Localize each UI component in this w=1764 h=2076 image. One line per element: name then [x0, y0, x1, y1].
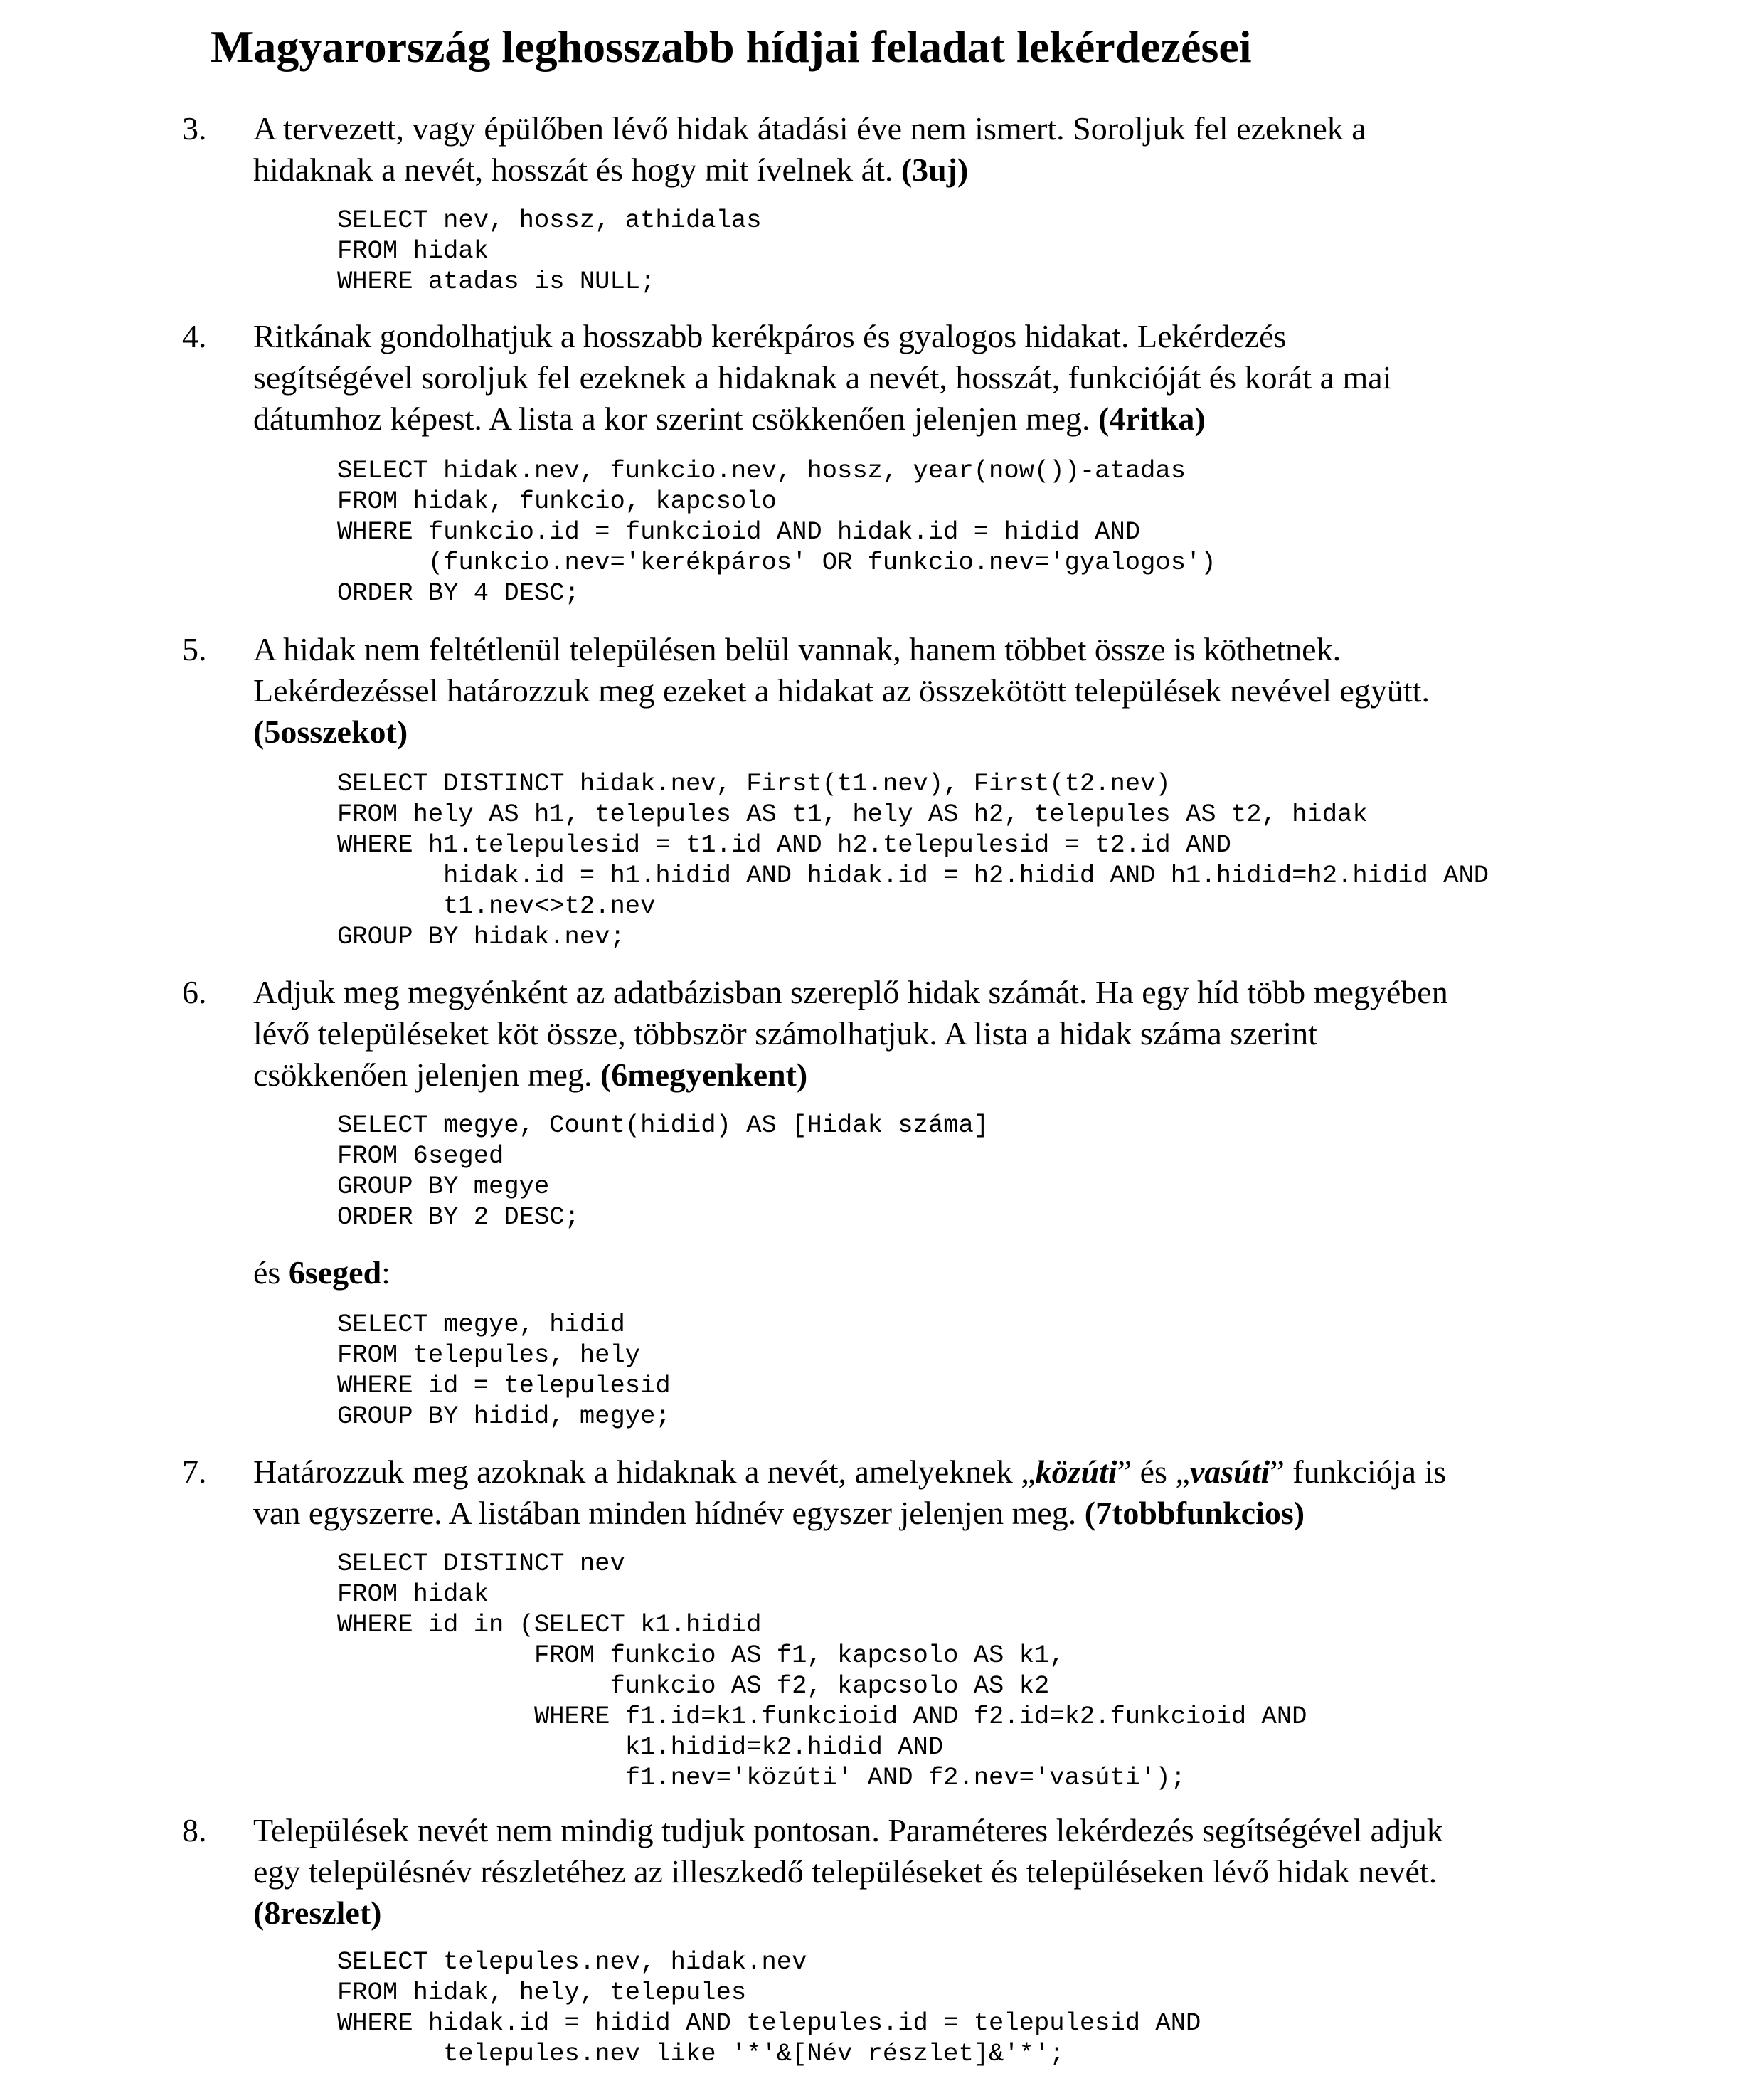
task-text-line: Települések nevét nem mindig tudjuk pontosan. Paraméteres lekérdezés segítségével adjuk — [253, 1812, 1443, 1848]
task-text-line: Lekérdezéssel határozzuk meg ezeket a hidakat az összekötött települések nevével együtt. — [253, 672, 1430, 709]
task-text-line: A tervezett, vagy épülőben lévő hidak átadási éve nem ismert. Soroljuk fel ezeknek a — [253, 110, 1366, 147]
query-name: (7tobbfunkcios) — [1084, 1495, 1305, 1531]
task-text-line: Ritkának gondolhatjuk a hosszabb kerékpáros és gyalogos hidakat. Lekérdezés — [253, 318, 1287, 354]
task-description — [253, 108, 1590, 191]
query-name: (3uj) — [900, 152, 969, 188]
task-number: 5. — [182, 631, 207, 667]
task-text-line: dátumhoz képest. A lista a kor szerint csökkenően jelenjen meg. (4ritka) — [253, 401, 1206, 437]
task-text-line: segítségével soroljuk fel ezeknek a hidaknak a nevét, hosszát, funkcióját és korát a mai — [253, 359, 1392, 396]
task-text-line: egy településnév részletéhez az illeszkedő településeket és településeken lévő hidak nevét. — [253, 1853, 1438, 1890]
task-number: 3. — [182, 110, 207, 147]
task-description — [253, 316, 1590, 440]
query-name: (4ritka) — [1098, 401, 1206, 437]
sql-code: SELECT DISTINCT nev FROM hidak WHERE id in (SELECT k1.hidid FROM funkcio AS f1, kapcsolo AS k1, funkcio AS f2, kapcsolo AS k2 WHERE f1.id=k1.funkcioid AND f2.id=k2.funkcioid AND k1.hidid=k2.hidid AND f1.nev='közúti' AND f2.nev='vasúti'); — [337, 1549, 1307, 1792]
task-text-line: Adjuk meg megyénként az adatbázisban szereplő hidak számát. Ha egy híd több megyében — [253, 974, 1448, 1010]
query-name: (6megyenkent) — [600, 1056, 808, 1093]
task-number: 4. — [182, 318, 207, 354]
task-description — [253, 629, 1590, 753]
task-number: 8. — [182, 1812, 207, 1848]
task-text-line: (5osszekot) — [253, 714, 408, 750]
helper-query-label: és 6seged: — [253, 1254, 390, 1291]
task-description — [253, 1810, 1590, 1934]
task-text-line: csökkenően jelenjen meg. (6megyenkent) — [253, 1056, 808, 1093]
task-text-line: Határozzuk meg azoknak a hidaknak a nevét, amelyeknek „közúti” és „vasúti” funkciója is — [253, 1453, 1447, 1490]
task-text-line: hidaknak a nevét, hosszát és hogy mit ívelnek át. (3uj) — [253, 152, 969, 188]
task-number: 7. — [182, 1453, 207, 1490]
task-text-line: van egyszerre. A listában minden hídnév egyszer jelenjen meg. (7tobbfunkcios) — [253, 1495, 1305, 1531]
task-number: 6. — [182, 974, 207, 1010]
sql-code: SELECT DISTINCT hidak.nev, First(t1.nev), First(t2.nev) FROM hely AS h1, telepules AS t1, hely AS h2, telepules AS t2, hidak WHERE h1.telepulesid = t1.id AND h2.telepulesid = t2.id AND hidak.id = h1.hidid AND hidak.id = h2.hidid AND h1.hidid=h2.hidid AND t1.nev<>t2.nev GROUP BY hidak.nev; — [337, 769, 1489, 951]
page-title: Magyarország leghosszabb hídjai feladat lekérdezései — [211, 21, 1252, 72]
sql-code: SELECT telepules.nev, hidak.nev FROM hidak, hely, telepules WHERE hidak.id = hidid AND telepules.id = telepulesid AND telepules.nev like '*'&[Név részlet]&'*'; — [337, 1947, 1201, 2068]
task-text-line: (8reszlet) — [253, 1895, 382, 1931]
sql-code: SELECT megye, Count(hidid) AS [Hidak száma] FROM 6seged GROUP BY megye ORDER BY 2 DESC; — [337, 1111, 989, 1232]
task-text-line: A hidak nem feltétlenül településen belül vannak, hanem többet össze is köthetnek. — [253, 631, 1341, 667]
task-description — [253, 1451, 1590, 1534]
sql-code: SELECT hidak.nev, funkcio.nev, hossz, year(now())-atadas FROM hidak, funkcio, kapcsolo WHERE funkcio.id = funkcioid AND hidak.id = hidid AND (funkcio.nev='kerékpáros' OR funkcio.nev='gyalogos') ORDER BY 4 DESC; — [337, 456, 1216, 608]
task-text-line: lévő településeket köt össze, többször számolhatjuk. A lista a hidak száma szerint — [253, 1015, 1317, 1052]
sql-code: SELECT nev, hossz, athidalas FROM hidak WHERE atadas is NULL; — [337, 206, 762, 296]
sql-code-helper: SELECT megye, hidid FROM telepules, hely WHERE id = telepulesid GROUP BY hidid, megye; — [337, 1310, 671, 1431]
task-description — [253, 972, 1590, 1096]
